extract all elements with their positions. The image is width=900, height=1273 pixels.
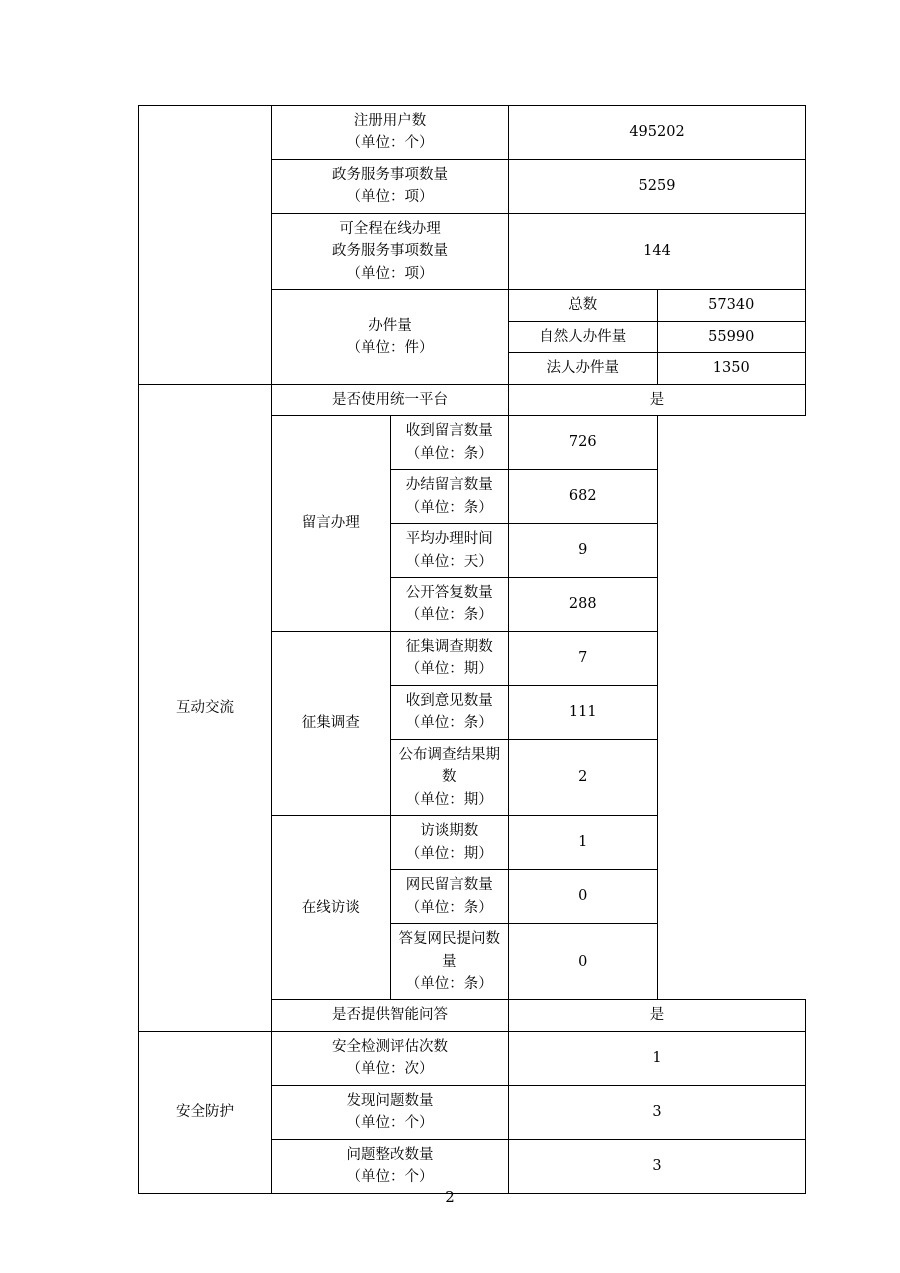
- sub-label-netizen-messages: [390, 870, 509, 924]
- value-unified-platform: 是: [509, 384, 806, 415]
- value-security-assessments: 1: [509, 1031, 806, 1085]
- table-row: [139, 106, 806, 160]
- value-handling-natural-person: 55990: [657, 321, 806, 352]
- sub-label-handling-legal-person: 法人办件量: [509, 353, 658, 384]
- label-text-line2: 政务服务事项数量: [332, 243, 448, 260]
- row-label-issues-fixed: [272, 1139, 509, 1193]
- unit-text: （单位：条）: [405, 899, 493, 916]
- value-interview-periods: 1: [509, 816, 658, 870]
- value-smart-qa: 是: [509, 1000, 806, 1031]
- unit-text: （单位：次）: [346, 1061, 434, 1078]
- row-label-issues-found: [272, 1085, 509, 1139]
- unit-text: （单位：条）: [405, 607, 493, 624]
- unit-text: （单位：条）: [405, 976, 493, 992]
- label-text: 平均办理时间: [405, 531, 493, 548]
- label-text: 网民留言数量: [405, 877, 493, 894]
- table-row: [139, 1031, 806, 1085]
- sub-label-public-replies: [390, 577, 509, 631]
- label-text: 政务服务事项数量: [332, 166, 448, 183]
- label-text: 注册用户数: [353, 113, 427, 129]
- row-label-smart-qa: 是否提供智能问答: [272, 1000, 509, 1031]
- unit-text: （单位：项）: [346, 189, 434, 206]
- value-opinions-received: 111: [509, 685, 658, 739]
- row-label-online-items: [272, 213, 509, 289]
- label-text: 公开答复数量: [405, 584, 493, 601]
- unit-text: （单位：期）: [405, 791, 493, 808]
- row-label-registered-users: [272, 106, 509, 160]
- sub-label-survey-results-published: [390, 739, 509, 815]
- label-text: 办结留言数量: [405, 477, 493, 494]
- page-number: 2: [445, 1188, 455, 1206]
- row-label-message-handling: 留言办理: [272, 416, 391, 632]
- value-handling-total: 57340: [657, 290, 806, 321]
- unit-text: （单位：条）: [405, 445, 493, 462]
- label-text: 问题整改数量: [346, 1146, 434, 1163]
- sub-label-interview-periods: [390, 816, 509, 870]
- value-messages-received: 726: [509, 416, 658, 470]
- unit-text: （单位：个）: [346, 1115, 434, 1132]
- sub-label-average-handling-time: [390, 524, 509, 578]
- value-issues-fixed: 3: [509, 1139, 806, 1193]
- value-survey-results-published: 2: [509, 739, 658, 815]
- report-table-container: [138, 105, 790, 1194]
- category-cell-security: 安全防护: [139, 1031, 272, 1193]
- label-text: 收到意见数量: [405, 692, 493, 709]
- label-text: 发现问题数量: [346, 1092, 434, 1109]
- sub-label-handling-total: 总数: [509, 290, 658, 321]
- value-messages-completed: 682: [509, 470, 658, 524]
- annual-report-table: [138, 105, 806, 1194]
- category-cell-interaction: 互动交流: [139, 384, 272, 1031]
- unit-text: （单位：条）: [405, 715, 493, 732]
- label-text: 访谈期数: [420, 823, 479, 840]
- sub-label-netizen-questions-answered: [390, 924, 509, 1000]
- row-label-security-assessments: [272, 1031, 509, 1085]
- unit-text: （单位：期）: [405, 845, 493, 862]
- label-text-line1: 可全程在线办理: [339, 220, 441, 237]
- sub-label-messages-completed: [390, 470, 509, 524]
- sub-label-handling-natural-person: 自然人办件量: [509, 321, 658, 352]
- value-registered-users: 495202: [509, 106, 806, 160]
- unit-text: （单位：个）: [346, 1169, 434, 1186]
- table-row: [139, 384, 806, 415]
- value-service-items: 5259: [509, 159, 806, 213]
- sub-label-opinions-received: [390, 685, 509, 739]
- unit-text: （单位：条）: [405, 499, 493, 516]
- label-text: 安全检测评估次数: [332, 1038, 448, 1055]
- sub-label-survey-periods: [390, 631, 509, 685]
- unit-text: （单位：件）: [346, 339, 434, 356]
- row-label-survey: 征集调查: [272, 631, 391, 815]
- value-netizen-messages: 0: [509, 870, 658, 924]
- unit-text: （单位：期）: [405, 661, 493, 678]
- unit-text: （单位：个）: [346, 135, 434, 152]
- label-text: 答复网民提问数量: [398, 931, 500, 970]
- value-issues-found: 3: [509, 1085, 806, 1139]
- value-survey-periods: 7: [509, 631, 658, 685]
- label-text: 收到留言数量: [405, 423, 493, 440]
- category-cell-government-service: [139, 106, 272, 385]
- sub-label-messages-received: [390, 416, 509, 470]
- label-text: 公布调查结果期数: [398, 746, 500, 786]
- unit-text: （单位：天）: [405, 553, 493, 570]
- row-label-handling-volume: [272, 290, 509, 384]
- unit-text: （单位：项）: [346, 265, 434, 282]
- value-public-replies: 288: [509, 577, 658, 631]
- row-label-unified-platform: 是否使用统一平台: [272, 384, 509, 415]
- value-netizen-questions-answered: 0: [509, 924, 658, 1000]
- row-label-online-interview: 在线访谈: [272, 816, 391, 1000]
- row-label-service-items: [272, 159, 509, 213]
- label-text: 办件量: [368, 317, 412, 334]
- value-handling-legal-person: 1350: [657, 353, 806, 384]
- value-average-handling-time: 9: [509, 524, 658, 578]
- value-online-items: 144: [509, 213, 806, 289]
- label-text: 征集调查期数: [405, 638, 493, 655]
